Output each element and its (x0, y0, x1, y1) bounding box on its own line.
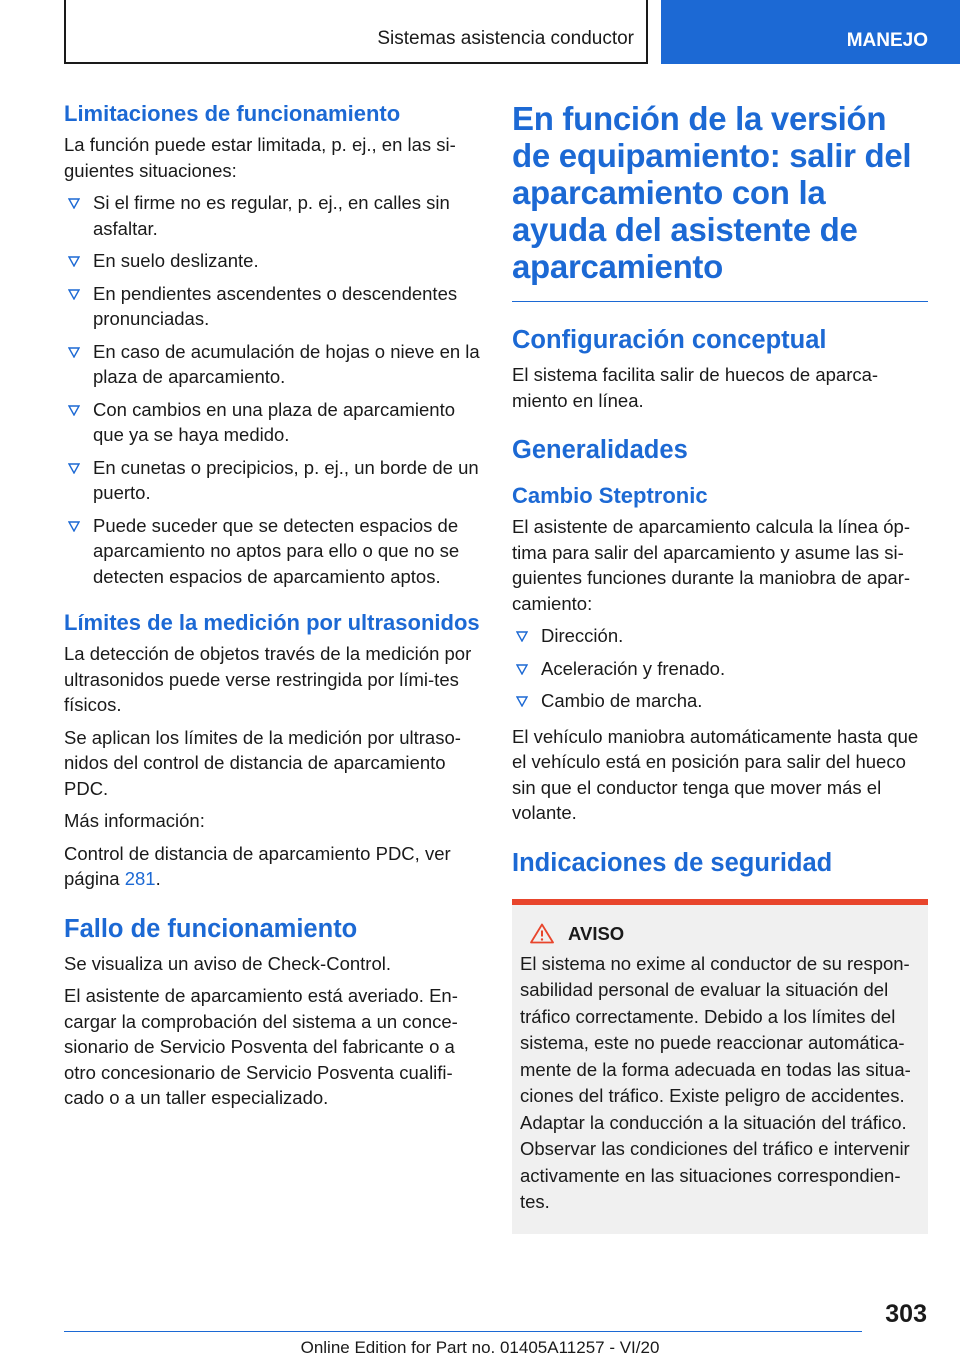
paragraph-aplican: Se aplican los límites de la medición por ultraso-nidos del control de distancia de aparcamiento PDC. (64, 726, 461, 799)
list-item: Con cambios en una plaza de aparcamiento que ya se haya medido. (64, 397, 480, 448)
left-column (64, 100, 480, 1118)
heading-seguridad: Indicaciones de seguridad (512, 848, 833, 877)
paragraph-limitada: La función puede estar limitada, p. ej., en las si-guientes situaciones: (64, 134, 456, 181)
heading-divider (512, 301, 928, 302)
edition-footer: Online Edition for Part no. 01405A11257 - VI/20 (300, 1338, 660, 1357)
paragraph-vehiculo: El vehículo maniobra automáticamente hasta que el vehículo está en posición para salir del hueco sin que el conductor tenga que mover más el volante. (512, 725, 919, 823)
chapter-tab[interactable] (661, 0, 960, 64)
warning-header (530, 923, 920, 945)
limitations-list (64, 190, 480, 589)
footer-divider (64, 1331, 862, 1332)
list-item: Puede suceder que se detecten espacios de aparcamiento no aptos para ello o que no se detecten espacios de aparcamiento aptos. (64, 513, 480, 590)
list-item: En suelo deslizante. (64, 248, 480, 274)
paragraph-averiado: El asistente de aparcamiento está averiado. En-cargar la comprobación del sistema a un conce-sionario de Servicio Posventa del fabricante o a otro concesionario de Servicio Posventa cualifi-cado o a un taller especializado. (64, 985, 458, 1108)
list-item: En caso de acumulación de hojas o nieve en la plaza de aparcamiento. (64, 339, 480, 390)
heading-fallo: Fallo de funcionamiento (64, 914, 358, 943)
triangle-bullet-icon (516, 696, 528, 707)
warning-triangle-icon (530, 923, 554, 944)
paragraph-configuracion: El sistema facilita salir de huecos de aparca-miento en línea. (512, 364, 879, 411)
paragraph-deteccion: La detección de objetos través de la medición por ultrasonidos puede verse restringida por lími-tes físicos. (64, 643, 472, 715)
page-number: 303 (885, 1300, 927, 1328)
list-item: Si el firme no es regular, p. ej., en calles sin asfaltar. (64, 190, 480, 241)
functions-list (512, 623, 928, 714)
section-title: Sistemas asistencia conductor (377, 28, 634, 49)
list-item: Aceleración y frenado. (512, 656, 928, 682)
paragraph-mas-info: Más información: (64, 810, 205, 831)
heading-generalidades: Generalidades (512, 436, 688, 464)
triangle-bullet-icon (68, 521, 80, 532)
list-item: En cunetas o precipicios, p. ej., un borde de un puerto. (64, 455, 480, 506)
chapter-tab-label: MANEJO (846, 30, 928, 51)
warning-box (512, 899, 928, 1234)
list-item: Dirección. (512, 623, 928, 649)
paragraph-visualiza: Se visualiza un aviso de Check-Control. (64, 952, 391, 974)
triangle-bullet-icon (68, 289, 80, 300)
triangle-bullet-icon (68, 256, 80, 267)
heading-configuracion: Configuración conceptual (512, 326, 827, 354)
heading-steptronic: Cambio Steptronic (512, 483, 708, 508)
list-item: Cambio de marcha. (512, 688, 928, 714)
triangle-bullet-icon (68, 405, 80, 416)
warning-text: El sistema no exime al conductor de su respon-sabilidad personal de evaluar la situación del tráfico correctamente. Debido a los límites del sistema, este no puede reaccionar automática-mente de la forma adecuada en todas las situa-ciones del tráfico. Existe peligro de accidentes. Adaptar la conducción a la situación del tráfico. Observar las condiciones del tráfico e intervenir activamente en las situaciones correspondien-tes. (520, 952, 911, 1212)
list-item: En pendientes ascendentes o descendentes pronunciadas. (64, 281, 480, 332)
heading-limites: Límites de la medición por ultrasonidos (64, 610, 480, 635)
page-link[interactable]: 281 (124, 868, 156, 889)
main-heading: En función de la versión de equipamiento: salir del aparcamiento con la ayuda del asistente de aparcamiento (512, 100, 912, 285)
right-column (512, 100, 928, 1234)
paragraph-steptronic: El asistente de aparcamiento calcula la línea óp-tima para salir del aparcamiento y asume las si-guientes funciones durante la maniobra de apar-camiento: (512, 516, 911, 614)
triangle-bullet-icon (516, 631, 528, 642)
heading-limitaciones: Limitaciones de funcionamiento (64, 101, 401, 126)
triangle-bullet-icon (68, 198, 80, 209)
warning-title: AVISO (568, 922, 625, 944)
running-header (64, 0, 648, 64)
triangle-bullet-icon (516, 664, 528, 675)
triangle-bullet-icon (68, 347, 80, 358)
triangle-bullet-icon (68, 463, 80, 474)
paragraph-control-ref: Control de distancia de aparcamiento PDC, ver página 281. (64, 842, 451, 889)
